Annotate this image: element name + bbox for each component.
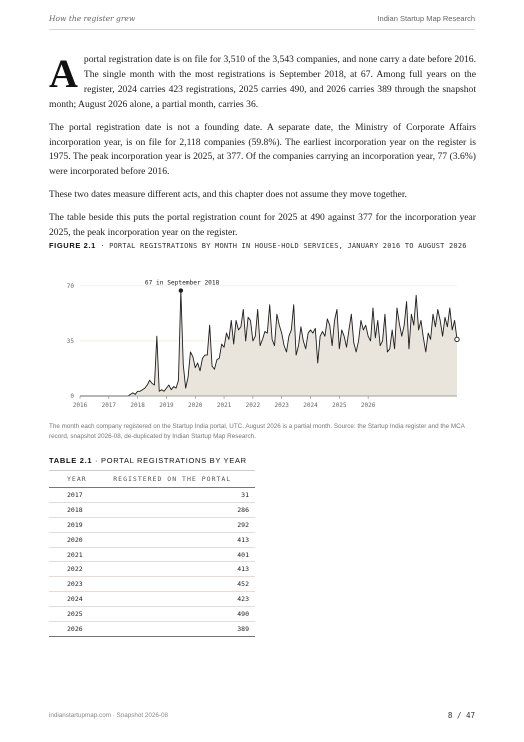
x-tick-label: 2026 bbox=[360, 402, 376, 409]
y-tick-label: 35 bbox=[66, 337, 74, 345]
table-row bbox=[49, 577, 255, 592]
x-tick-label: 2025 bbox=[332, 402, 347, 409]
cell-year: 2017 bbox=[49, 488, 91, 503]
cell-year: 2025 bbox=[49, 607, 91, 622]
cell-year: 2022 bbox=[49, 562, 91, 577]
running-head bbox=[49, 12, 475, 30]
paragraph-1 bbox=[49, 53, 476, 113]
table-row bbox=[49, 622, 255, 637]
cell-count: 401 bbox=[91, 547, 255, 562]
cell-count: 423 bbox=[91, 592, 255, 607]
site-link: indianstartupmap.com · Snapshot 2026-08 bbox=[49, 712, 169, 719]
figure-title: PORTAL REGISTRATIONS BY MONTH IN HOUSE-HOLD SERVICES, JANUARY 2016 TO AUGUST 2026 bbox=[109, 242, 467, 250]
cell-year: 2019 bbox=[49, 517, 91, 532]
table-row bbox=[49, 607, 255, 622]
table-row bbox=[49, 592, 255, 607]
table-caption bbox=[49, 456, 247, 465]
table-row bbox=[49, 532, 255, 547]
last-point bbox=[455, 337, 459, 341]
cell-count: 389 bbox=[91, 622, 255, 637]
chart-svg bbox=[49, 266, 476, 414]
peak-point bbox=[179, 288, 183, 292]
figure-note: The month each company registered on the Startup India portal, UTC. August 2026 is a partial month. Source: the Startup India register and the MCA record, snapshot 2026-08, de-duplicated by Indian Startup Map Research. bbox=[49, 423, 465, 440]
cell-count: 31 bbox=[91, 488, 255, 503]
table-row bbox=[49, 517, 255, 532]
y-tick-label: 0 bbox=[70, 393, 74, 400]
table-header-row bbox=[49, 471, 255, 488]
cell-year: 2023 bbox=[49, 577, 91, 592]
chapter-title: How the register grew bbox=[49, 14, 136, 23]
cell-year: 2018 bbox=[49, 502, 91, 517]
cell-year: 2020 bbox=[49, 532, 91, 547]
x-tick-label: 2020 bbox=[188, 402, 203, 409]
paragraph-4: The table beside this puts the portal registration count for 2025 at 490 against 377 for the incorporation year 2025, the peak incorporation year on the register. bbox=[49, 212, 476, 239]
table-separator: · bbox=[92, 456, 102, 465]
table-row bbox=[49, 547, 255, 562]
paragraph-2: The portal registration date is not a founding date. A separate date, the Ministry of Corporate Affairs incorporation year, is on file for 2,118 companies (59.8%). The earliest incorporation year on the register is 1975. The peak incorporation year is 2025, at 377. Of the companies carrying an incorporation year, 77 (3.6%) were incorporated before 2016. bbox=[49, 121, 476, 178]
x-tick-label: 2017 bbox=[101, 402, 117, 409]
body-text bbox=[49, 53, 476, 249]
x-tick-label: 2023 bbox=[274, 402, 289, 409]
page-separator: / bbox=[456, 711, 462, 720]
area-fill bbox=[80, 291, 457, 396]
page-number bbox=[448, 711, 475, 720]
paragraph-1-text: portal registration date is on file for 3,510 of the 3,543 companies, and none carry a date before 2016. The single month with the most registrations is September 2018, at 67. Among full years on the register, 2024 carries 423 registrations, 2025 carries 490, and 2026 carries 389 through the snapshot month; August 2026 alone, a partial month, carries 36. bbox=[49, 54, 476, 110]
table-title: PORTAL REGISTRATIONS BY YEAR bbox=[101, 456, 247, 465]
cell-count: 413 bbox=[91, 532, 255, 547]
registrations-table bbox=[49, 470, 255, 637]
cell-count: 292 bbox=[91, 517, 255, 532]
peak-annotation: 67 in September 2018 bbox=[144, 279, 220, 287]
x-tick-label: 2024 bbox=[303, 402, 318, 409]
table-row bbox=[49, 502, 255, 517]
figure-label: FIGURE 2.1 bbox=[49, 241, 96, 250]
registrations-chart bbox=[49, 266, 476, 414]
paragraph-3: These two dates measure different acts, and this chapter does not assume they move together. bbox=[49, 189, 407, 201]
cell-year: 2026 bbox=[49, 622, 91, 637]
cell-year: 2021 bbox=[49, 547, 91, 562]
column-header-registered: REGISTERED ON THE PORTAL bbox=[91, 471, 255, 488]
table-row bbox=[49, 488, 255, 503]
page-current: 8 bbox=[447, 711, 453, 720]
x-tick-label: 2016 bbox=[72, 402, 88, 409]
publication-title: Indian Startup Map Research bbox=[377, 14, 475, 23]
cell-year: 2024 bbox=[49, 592, 91, 607]
x-tick-label: 2019 bbox=[159, 402, 174, 409]
x-tick-label: 2018 bbox=[130, 402, 145, 409]
cell-count: 286 bbox=[91, 502, 255, 517]
cell-count: 413 bbox=[91, 562, 255, 577]
figure-separator: · bbox=[95, 242, 110, 250]
column-header-year: YEAR bbox=[49, 471, 91, 488]
cell-count: 490 bbox=[91, 607, 255, 622]
page-footer bbox=[49, 711, 475, 720]
x-tick-label: 2022 bbox=[245, 402, 261, 409]
cell-count: 452 bbox=[91, 577, 255, 592]
table-label: TABLE 2.1 bbox=[49, 456, 93, 465]
page-total: 47 bbox=[465, 711, 475, 720]
drop-cap: A bbox=[49, 51, 78, 96]
y-tick-label: 70 bbox=[66, 282, 74, 290]
table-row bbox=[49, 562, 255, 577]
x-tick-label: 2021 bbox=[216, 402, 232, 409]
figure-caption bbox=[49, 240, 476, 252]
